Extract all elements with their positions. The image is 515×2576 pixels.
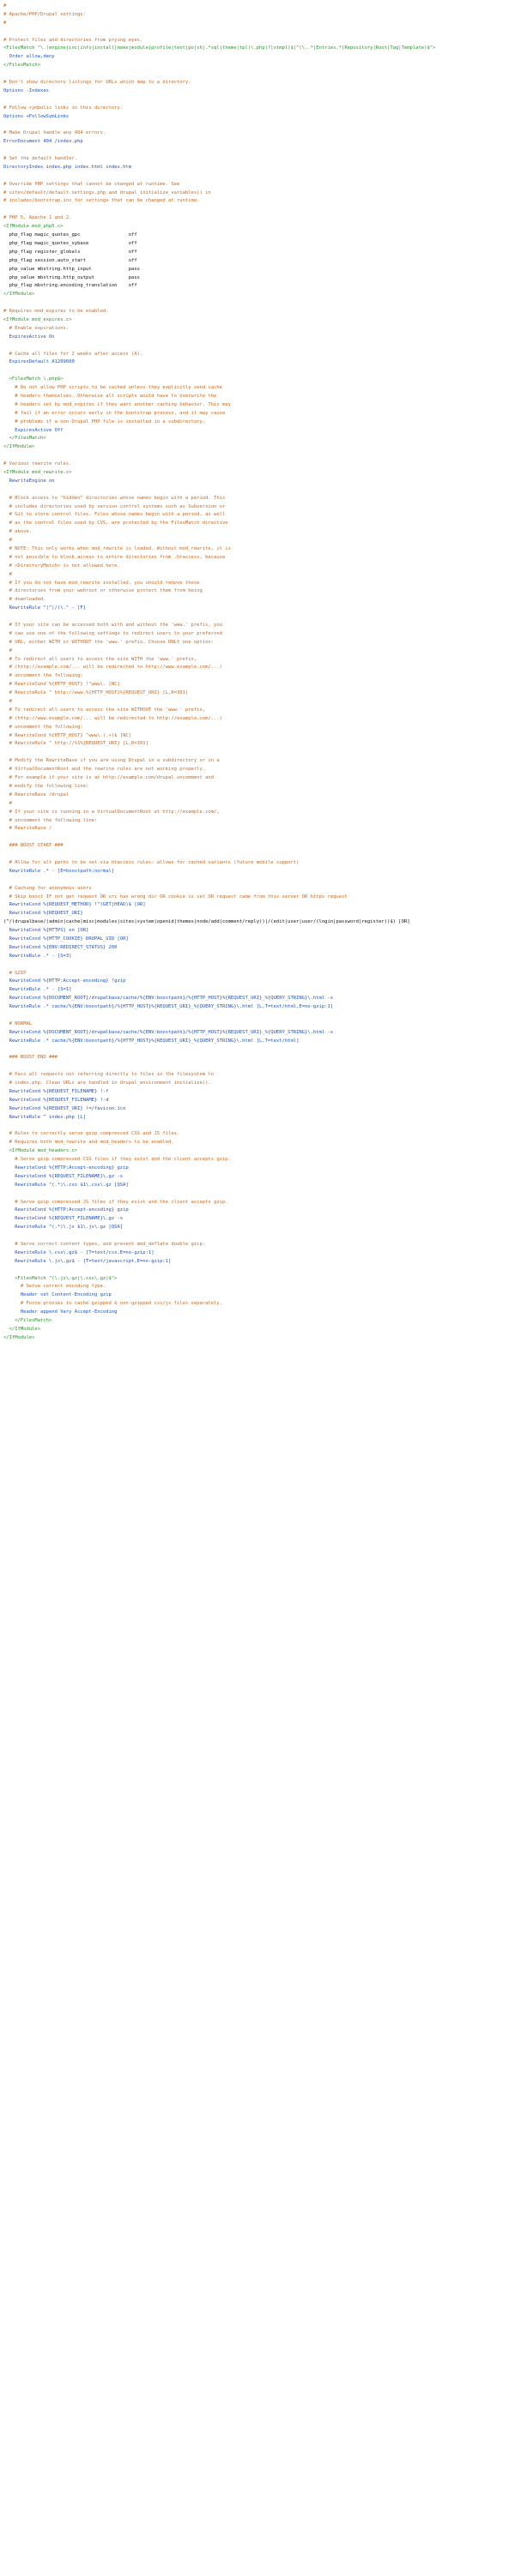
comment-line: # VirtualDocumentRoot and the rewrite rules are not working properly. xyxy=(3,767,206,773)
tag-line: </FilesMatch> xyxy=(3,436,46,442)
code-line: php_flag magic_quotes_gpc off xyxy=(3,232,137,238)
comment-line: # xyxy=(3,800,12,806)
code-line xyxy=(3,834,512,841)
comment-line: # Serve correct encoding type. xyxy=(3,1284,106,1290)
tag-line: <IfModule mod_headers.c> xyxy=(3,1148,78,1154)
directive-line: Header set Content-Encoding gzip xyxy=(3,1292,112,1298)
code-line xyxy=(3,1233,512,1240)
tag-line: </FilesMatch> xyxy=(3,1318,52,1324)
code-line xyxy=(3,122,512,129)
code-line: php_flag session.auto_start off xyxy=(3,257,137,263)
comment-line: # Follow symbolic links in this directory. xyxy=(3,105,124,111)
comment-line: # Pass all requests not referring directly to files in the filesystem to xyxy=(3,1072,215,1078)
comment-line: # Modify the RewriteBase if you are using Drupal in a subdirectory or in a xyxy=(3,758,220,764)
comment-line: # GZIP xyxy=(3,970,27,976)
comment-line: # Cache all files for 2 weeks after access (A). xyxy=(3,351,143,357)
code-line xyxy=(3,852,512,858)
comment-line: # To redirect all users to access the site WITH the 'www.' prefix, xyxy=(3,656,197,662)
comment-line: # Serve correct content types, and prevent mod_deflate double gzip. xyxy=(3,1242,206,1248)
directive-line: RewriteCond %{HTTPS} on [OR] xyxy=(3,928,89,934)
code-line xyxy=(3,749,512,756)
comment-line: # index.php. Clean URLs are handled in drupal_environment_initialize(). xyxy=(3,1080,211,1086)
comment-line: # fail if an error occurs early in the bootstrap process, and it may cause xyxy=(3,410,226,416)
directive-line: Options -Indexes xyxy=(3,87,49,93)
directive-line: DirectoryIndex index.php index.html index.htm xyxy=(3,164,132,170)
comment-line: # directories from your webroot or otherwise protect them from being xyxy=(3,588,203,594)
comment-line: # Requires both mod_rewrite and mod_headers to be enabled. xyxy=(3,1140,174,1146)
directive-line: RewriteRule ^(.*)\.css $1\.css\.gz [QSA] xyxy=(3,1182,129,1188)
comment-line: # Caching for anonymous users xyxy=(3,885,92,891)
code-line xyxy=(3,300,512,307)
code-line xyxy=(3,1063,512,1070)
code-line: php_flag magic_quotes_sybase off xyxy=(3,240,137,246)
directive-line: RewriteCond %{REQUEST_URI} !=/favicon.ico xyxy=(3,1105,126,1111)
comment-line: # Allow for alt paths to be set via htaccess rules; allows for cached variants (future mobile support) xyxy=(3,859,300,865)
comment-line: # RewriteBase / xyxy=(3,826,52,832)
tag-line: <IfModule mod_expires.c> xyxy=(3,316,72,322)
code-line xyxy=(3,877,512,884)
directive-line: RewriteCond %{REQUEST_FILENAME} !-f xyxy=(3,1089,109,1094)
comment-line: # not possible to block access to entire directories from .htaccess, because xyxy=(3,554,226,560)
comment-line: # modify the following line: xyxy=(3,783,89,789)
comment-line: # RewriteCond %{HTTP_HOST} !^www\. [NC] xyxy=(3,682,120,688)
directive-line: RewriteCond %{HTTP:Accept-encoding} gzip xyxy=(3,1165,129,1171)
comment-line: # To redirect all users to access the site WITHOUT the 'www.' prefix, xyxy=(3,707,206,713)
code-line xyxy=(3,1013,512,1020)
directive-line: RewriteRule .* - [S=3] xyxy=(3,953,72,959)
code-line: php_flag mbstring.encoding_translation off xyxy=(3,283,137,289)
comment-line: # URL, either WITH or WITHOUT the 'www.' prefix. Choose ONLY one option: xyxy=(3,639,215,645)
directive-line: RewriteRule ^ index.php [L] xyxy=(3,1114,87,1120)
comment-line: # headers themselves. Otherwise all scripts would have to overwrite the xyxy=(3,393,217,399)
comment-line: # Protect files and directories from prying eyes. xyxy=(3,37,143,43)
comment-line: ### BOOST START ### xyxy=(3,843,64,849)
tag-line: <IfModule mod_php5.c> xyxy=(3,224,64,230)
comment-line: ### BOOST END ### xyxy=(3,1055,58,1061)
code-line: php_value mbstring.http_input pass xyxy=(3,266,140,272)
code-line xyxy=(3,71,512,78)
tag-line: <IfModule mod_rewrite.c> xyxy=(3,469,72,475)
comment-line: # xyxy=(3,647,12,653)
comment-line: # Requires mod_expires to be enabled. xyxy=(3,309,109,315)
code-line xyxy=(3,343,512,350)
comment-line: # xyxy=(3,3,7,9)
comment-line: # as the control files used by CVS, are protected by the FilesMatch directive xyxy=(3,521,228,527)
comment-line: # Rules to correctly serve gzip compressed CSS and JS files. xyxy=(3,1131,180,1137)
code-line xyxy=(3,97,512,104)
directive-line: RewriteRule "(^|/)\." - [F] xyxy=(3,605,87,611)
comment-line: # NOTE: This only works when mod_rewrite is loaded. Without mod_rewrite, it is xyxy=(3,546,231,551)
comment-line: # above. xyxy=(3,529,33,535)
directive-line: RewriteCond %{HTTP_COOKIE} DRUPAL_UID [OR] xyxy=(3,936,129,942)
comment-line: # Serve gzip compressed CSS files if they exist and the client accepts gzip. xyxy=(3,1157,231,1163)
comment-line: # NORMAL xyxy=(3,1020,33,1026)
directive-line: RewriteRule ^(.*)\.js $1\.js\.gz [QSA] xyxy=(3,1225,124,1231)
comment-line: # For example if your site is at http://example.com/drupal uncomment and xyxy=(3,775,215,781)
code-line xyxy=(3,1047,512,1054)
comment-line: # If you do not have mod_rewrite installed, you should remove these xyxy=(3,580,200,586)
comment-line: # problems if a non-Drupal PHP file is installed in a subdirectory. xyxy=(3,418,206,424)
directive-line: ExpiresDefault A1209600 xyxy=(3,359,75,365)
code-line xyxy=(3,173,512,180)
tag-line: </IfModule> xyxy=(3,1334,35,1340)
comment-line: # Various rewrite rules. xyxy=(3,461,72,467)
tag-line: </FilesMatch> xyxy=(3,63,41,69)
directive-line: Options +FollowSymLinks xyxy=(3,113,70,119)
comment-line: # If your site can be accessed both with and without the 'www.' prefix, you xyxy=(3,623,222,629)
comment-line: # If your site is running in a VirtualDocumentRoot at http://example.com/, xyxy=(3,809,220,815)
code-line xyxy=(3,207,512,214)
tag-line: </IfModule> xyxy=(3,444,35,450)
comment-line: # includes/bootstrap.inc for settings that can be changed at runtime. xyxy=(3,198,200,204)
directive-line: ExpiresActive Off xyxy=(3,427,64,433)
comment-line: # Do not allow PHP scripts to be cached unless they explicitly send cache xyxy=(3,385,222,391)
code-line: php_value mbstring.http_output pass xyxy=(3,274,140,280)
directive-line: RewriteCond %{REQUEST_FILENAME}\.gz -s xyxy=(3,1173,124,1179)
comment-line: # xyxy=(3,538,12,544)
comment-line: # Make Drupal handle any 404 errors. xyxy=(3,130,106,136)
comment-line: # RewriteRule ^ http://%1%{REQUEST_URI} [L,R=301] xyxy=(3,741,148,747)
code-line xyxy=(3,453,512,460)
directive-line: Order allow,deny xyxy=(3,54,55,60)
directive-line: RewriteCond %{REQUEST_URI} xyxy=(3,911,83,917)
comment-line: # <DirectoryMatch> is not allowed here. xyxy=(3,563,120,569)
directive-line: RewriteRule \.js\.gz$ - [T=text/javascript,E=no-gzip:1] xyxy=(3,1258,172,1264)
directive-line: RewriteCond %{HTTP:Accept-encoding} !gzip xyxy=(3,978,126,984)
code-line xyxy=(3,1123,512,1130)
comment-line: # Don't show directory listings for URLs which map to a directory. xyxy=(3,80,191,86)
comment-line: # Serve gzip compressed JS files if they exist and the client accepts gzip. xyxy=(3,1199,228,1205)
code-line xyxy=(3,962,512,969)
tag-line: <FilesMatch "(\.js\.gz|\.css\.gz)$"> xyxy=(3,1275,118,1281)
directive-line: Header append Vary Accept-Encoding xyxy=(3,1309,118,1315)
comment-line: # Enable expirations. xyxy=(3,325,70,331)
directive-line: RewriteCond %{REQUEST_FILENAME}\.gz -s xyxy=(3,1216,124,1222)
comment-line: # can use one of the following settings to redirect users to your preferred xyxy=(3,630,222,636)
code-line: (^/(drupalbase/(admin|cache|misc|modules|sites|system|openid|themes|node/add|comment/reply))|/(edit|user|user/(login|password|register))$) [OR] xyxy=(3,919,410,925)
code-line xyxy=(3,487,512,494)
directive-line: RewriteCond %{ENV:REDIRECT_STATUS} 200 xyxy=(3,944,118,950)
directive-line: ErrorDocument 404 /index.php xyxy=(3,139,83,145)
directive-line: RewriteCond %{DOCUMENT_ROOT}/drupalbase/cache/%{ENV:boostpath}/%{HTTP_HOST}%{REQUEST_URI}_%{QUERY_STRING}\.html -s xyxy=(3,1029,334,1035)
directive-line: RewriteCond %{REQUEST_METHOD} !^(GET|HEAD)$ [OR] xyxy=(3,902,146,908)
directive-line: RewriteCond %{HTTP:Accept-encoding} gzip xyxy=(3,1207,129,1213)
comment-line: # includes directories used by version control systems such as Subversion or xyxy=(3,503,226,509)
code-line xyxy=(3,1267,512,1274)
directive-line: RewriteRule .* cache/%{ENV:boostpath}/%{HTTP_HOST}%{REQUEST_URI}_%{QUERY_STRING}\.html [L,T=text/html] xyxy=(3,1038,300,1044)
code-line xyxy=(3,147,512,154)
comment-line: # Skip boost IF not get request OR uri has wrong dir OR cookie is set OR request came from this server OR https request xyxy=(3,894,348,900)
comment-line: # downloaded. xyxy=(3,597,46,603)
directive-line: RewriteCond %{DOCUMENT_ROOT}/drupalbase/cache/%{ENV:boostpath}/%{HTTP_HOST}%{REQUEST_URI}_%{QUERY_STRING}\.html -s xyxy=(3,996,334,1002)
directive-line: ExpiresActive On xyxy=(3,334,55,340)
directive-line: RewriteRule .* cache/%{ENV:boostpath}/%{HTTP_HOST}%{REQUEST_URI}_%{QUERY_STRING}\.html [L,T=text/html,E=no-gzip:1] xyxy=(3,1004,334,1010)
comment-line: # headers set by mod_expires if they want another caching behavior. This may xyxy=(3,401,231,407)
code-line xyxy=(3,29,512,36)
tag-line: </IfModule> xyxy=(3,292,35,298)
comment-line: # PHP 5, Apache 1 and 2. xyxy=(3,215,72,221)
code-line: php_flag register_globals off xyxy=(3,249,137,255)
directive-line: RewriteEngine on xyxy=(3,478,55,484)
comment-line: # xyxy=(3,20,7,26)
comment-line: # (http://example.com/... will be redirected to http://www.example.com/...) xyxy=(3,665,222,671)
comment-line: # Set the default handler. xyxy=(3,156,78,162)
code-line xyxy=(3,1191,512,1198)
comment-line: # xyxy=(3,571,12,577)
comment-line: # RewriteBase /drupal xyxy=(3,791,70,797)
tag-line: </IfModule> xyxy=(3,1326,41,1332)
tag-line: <FilesMatch "\.(engine|inc|info|install|make|module|profile|test|po|sh|.*sql|theme|tpl(\.php)?|xtmpl)$|^(\..*|Entries.*|Repository|Root|Tag|Template)$"> xyxy=(3,45,436,51)
comment-line: # Git to store control files. Files whose names begin with a period, as well xyxy=(3,512,226,518)
directive-line: RewriteRule \.css\.gz$ - [T=text/css,E=no-gzip:1] xyxy=(3,1249,154,1255)
comment-line: # Override PHP settings that cannot be changed at runtime. See xyxy=(3,181,180,187)
code-line xyxy=(3,368,512,375)
comment-line: # xyxy=(3,699,12,705)
directive-line: RewriteCond %{REQUEST_FILENAME} !-d xyxy=(3,1097,109,1103)
directive-line: RewriteRule .* - [E=boostpath:normal] xyxy=(3,868,115,874)
comment-line: # sites/default/default.settings.php and drupal_initialize_variables() in xyxy=(3,190,211,196)
comment-line: # RewriteRule ^ http://www.%{HTTP_HOST}%{REQUEST_URI} [L,R=301] xyxy=(3,690,189,696)
comment-line: # Block access to "hidden" directories whose names begin with a period. This xyxy=(3,495,226,501)
comment-line: # (http://www.example.com/... will be redirected to http://example.com/...) xyxy=(3,715,222,721)
directive-line: RewriteRule .* - [S=1] xyxy=(3,987,72,993)
comment-line: # uncomment the following line: xyxy=(3,817,98,823)
code-line xyxy=(3,614,512,621)
comment-line: # uncomment the following: xyxy=(3,673,83,679)
comment-line: # Apache/PHP/Drupal settings: xyxy=(3,11,87,17)
comment-line: # uncomment the following: xyxy=(3,724,83,730)
comment-line: # Force proxies to cache gzipped & non-gzipped css/js files separately. xyxy=(3,1301,222,1307)
comment-line: # RewriteCond %{HTTP_HOST} ^www\.(.+)$ [NC] xyxy=(3,732,132,738)
tag-line: <FilesMatch \.php$> xyxy=(3,376,64,382)
